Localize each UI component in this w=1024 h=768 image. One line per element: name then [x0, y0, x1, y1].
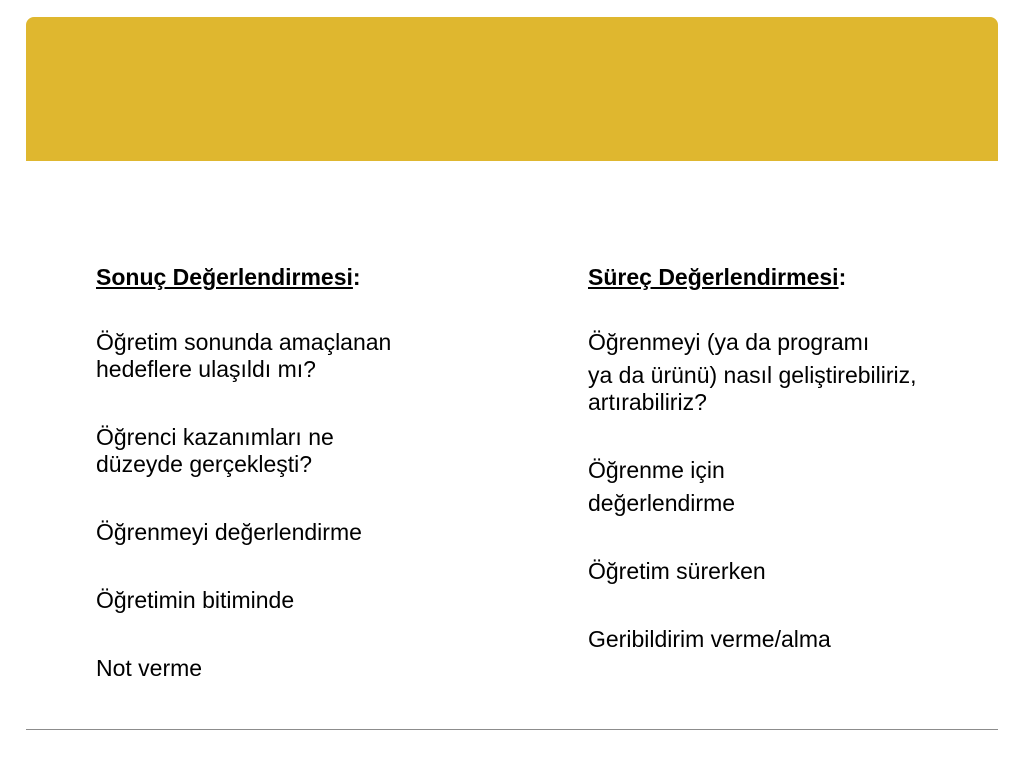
outcome-assessment-heading-colon: :: [352, 264, 361, 290]
list-item: değerlendirme: [588, 490, 736, 516]
list-item: Öğretim sürerken: [588, 558, 766, 584]
process-assessment-column: [588, 264, 988, 653]
title-bar: [26, 17, 998, 161]
list-item: Geribildirim verme/alma: [588, 626, 831, 652]
process-assessment-heading: [588, 264, 988, 291]
list-item: Öğretim sonunda amaçlanan hedeflere ulaşıldı mı?: [96, 329, 392, 382]
list-item: Öğrenci kazanımları ne düzeyde gerçekleşti?: [96, 424, 334, 477]
footer-divider: [26, 729, 998, 730]
process-assessment-heading-colon: :: [838, 264, 847, 290]
list-item: Not verme: [96, 655, 203, 681]
list-item: Öğretimin bitiminde: [96, 587, 295, 613]
outcome-assessment-heading: [96, 264, 516, 291]
outcome-assessment-column: [96, 264, 516, 682]
process-assessment-heading-text: Süreç Değerlendirmesi: [588, 264, 839, 290]
list-item: Öğrenmeyi değerlendirme: [96, 519, 362, 545]
list-item: Öğrenmeyi (ya da programı: [588, 329, 870, 355]
list-item: ya da ürünü) nasıl geliştirebiliriz, artırabiliriz?: [588, 362, 917, 415]
list-item: Öğrenme için: [588, 457, 725, 483]
outcome-assessment-heading-text: Sonuç Değerlendirmesi: [96, 264, 353, 290]
